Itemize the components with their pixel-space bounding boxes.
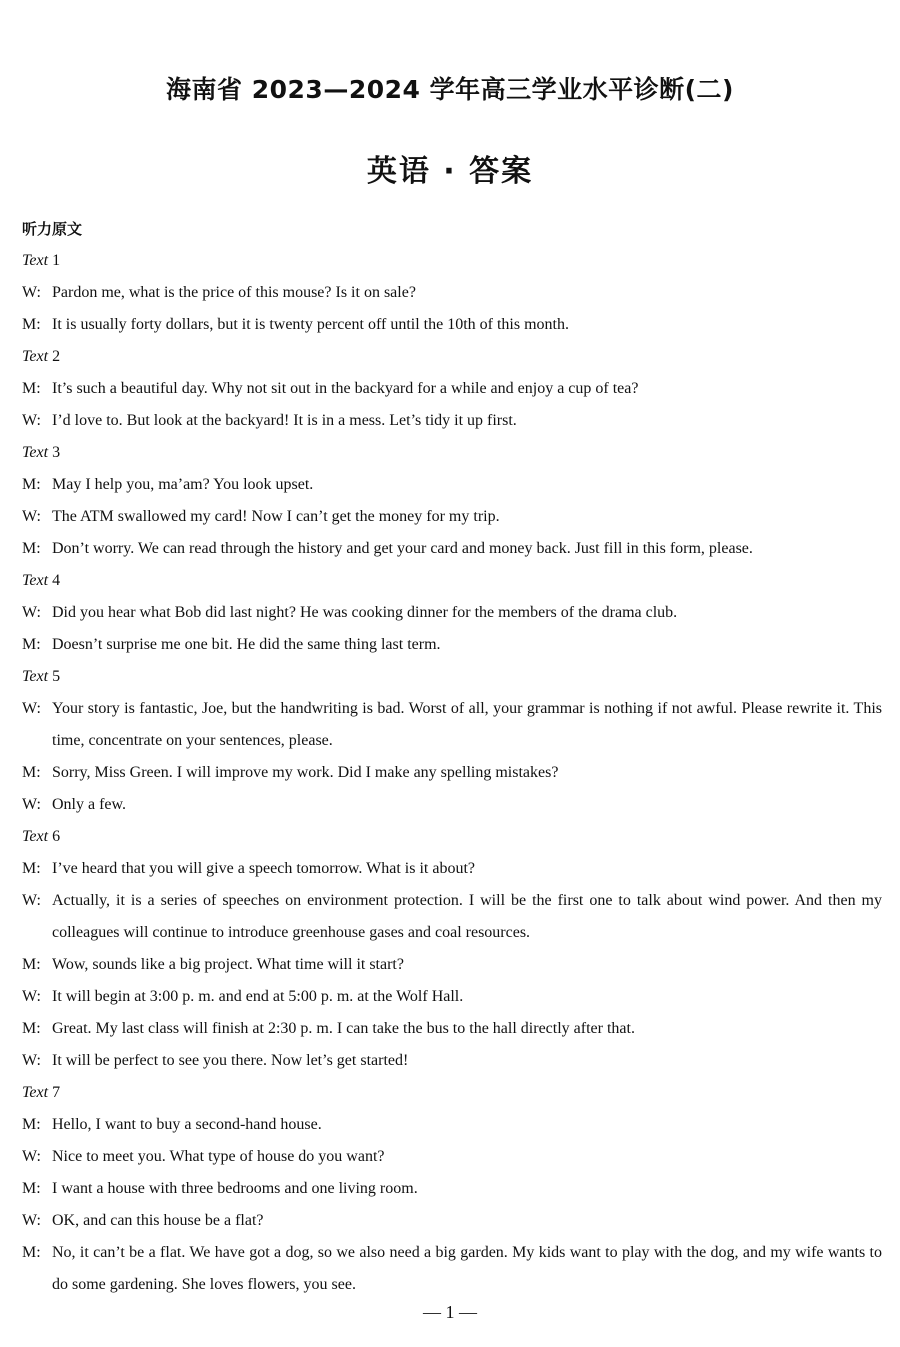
text-label: [22, 1077, 882, 1109]
utterance-text: Great. My last class will finish at 2:30 p. m. I can take the bus to the hall directly after that.: [52, 1020, 635, 1037]
text-label-number: 5: [52, 668, 61, 685]
text-label-word: Text: [22, 252, 49, 269]
text-label-number: 6: [52, 828, 61, 845]
speaker-label: M:: [22, 316, 41, 333]
dialogue-line: [22, 949, 882, 981]
speaker-label: W:: [22, 1212, 41, 1229]
document-title: 海南省 2023—2024 学年高三学业水平诊断(二): [166, 75, 734, 104]
dialogue-line: [22, 1045, 882, 1077]
dialogue-line: [22, 309, 882, 341]
speaker-label: M:: [22, 956, 41, 973]
document-subtitle: 英语 · 答案: [366, 154, 534, 189]
speaker-label: W:: [22, 1052, 41, 1069]
utterance-text: May I help you, ma’am? You look upset.: [52, 476, 314, 493]
utterance-text: Nice to meet you. What type of house do you want?: [52, 1148, 385, 1165]
section-heading: 听力原文: [22, 220, 83, 238]
text-label: [22, 821, 882, 853]
speaker-label: M:: [22, 1116, 41, 1133]
text-label-number: 1: [52, 252, 61, 269]
utterance-text: Your story is fantastic, Joe, but the handwriting is bad. Worst of all, your grammar is nothing if not awful. Please rewrite it. This time, concentrate on your sentences, please.: [52, 700, 882, 749]
utterance-text: I’ve heard that you will give a speech tomorrow. What is it about?: [52, 860, 475, 877]
utterance-text: No, it can’t be a flat. We have got a dog, so we also need a big garden. My kids want to play with the dog, and my wife wants to do some gardening. She loves flowers, you see.: [52, 1244, 882, 1293]
dialogue-line: [22, 405, 882, 437]
dialogue-line: [22, 597, 882, 629]
dialogue-line: [22, 1141, 882, 1173]
text-label-number: 4: [52, 572, 61, 589]
speaker-label: M:: [22, 380, 41, 397]
text-label: [22, 437, 882, 469]
text-label-word: Text: [22, 668, 49, 685]
text-label: [22, 661, 882, 693]
page-number: — 1 —: [423, 1302, 477, 1322]
dialogue-line: [22, 629, 882, 661]
utterance-text: Sorry, Miss Green. I will improve my work. Did I make any spelling mistakes?: [52, 764, 559, 781]
utterance-text: Wow, sounds like a big project. What time will it start?: [52, 956, 404, 973]
text-label: [22, 341, 882, 373]
utterance-text: I want a house with three bedrooms and one living room.: [52, 1180, 418, 1197]
dialogue-line: [22, 1013, 882, 1045]
dialogue-line: [22, 373, 882, 405]
speaker-label: W:: [22, 604, 41, 621]
transcript-body: [22, 213, 882, 1301]
utterance-text: Don’t worry. We can read through the history and get your card and money back. Just fill in this form, please.: [52, 540, 753, 557]
dialogue-line: [22, 789, 882, 821]
dialogue-line: [22, 981, 882, 1013]
speaker-label: M:: [22, 476, 41, 493]
speaker-label: M:: [22, 540, 41, 557]
dialogue-line: [22, 501, 882, 533]
text-label-word: Text: [22, 348, 49, 365]
text-label: [22, 565, 882, 597]
dialogue-line: [22, 1173, 882, 1205]
dialogue-line: [22, 1205, 882, 1237]
text-label-word: Text: [22, 828, 49, 845]
dialogue-line: [22, 693, 882, 757]
text-label-number: 3: [52, 444, 61, 461]
speaker-label: M:: [22, 1020, 41, 1037]
speaker-label: W:: [22, 508, 41, 525]
text-label-word: Text: [22, 572, 49, 589]
speaker-label: W:: [22, 700, 41, 717]
text-label-word: Text: [22, 1084, 49, 1101]
speaker-label: M:: [22, 1180, 41, 1197]
utterance-text: Doesn’t surprise me one bit. He did the same thing last term.: [52, 636, 441, 653]
text-label-number: 2: [52, 348, 61, 365]
utterance-text: It will begin at 3:00 p. m. and end at 5:00 p. m. at the Wolf Hall.: [52, 988, 464, 1005]
utterance-text: Only a few.: [52, 796, 127, 813]
utterance-text: It will be perfect to see you there. Now let’s get started!: [52, 1052, 409, 1069]
text-label: [22, 245, 882, 277]
speaker-label: W:: [22, 412, 41, 429]
dialogue-line: [22, 853, 882, 885]
utterance-text: OK, and can this house be a flat?: [52, 1212, 264, 1229]
dialogue-line: [22, 1237, 882, 1301]
utterance-text: It’s such a beautiful day. Why not sit out in the backyard for a while and enjoy a cup of tea?: [52, 380, 639, 397]
utterance-text: Actually, it is a series of speeches on environment protection. I will be the first one to talk about wind power. And then my colleagues will continue to introduce greenhouse gases and coal resources.: [52, 892, 882, 941]
speaker-label: M:: [22, 764, 41, 781]
speaker-label: W:: [22, 1148, 41, 1165]
speaker-label: M:: [22, 860, 41, 877]
dialogue-line: [22, 533, 882, 565]
utterance-text: Did you hear what Bob did last night? He was cooking dinner for the members of the drama club.: [52, 604, 678, 621]
dialogue-line: [22, 757, 882, 789]
utterance-text: The ATM swallowed my card! Now I can’t get the money for my trip.: [52, 508, 500, 525]
dialogue-line: [22, 469, 882, 501]
text-label-number: 7: [52, 1084, 61, 1101]
text-label-word: Text: [22, 444, 49, 461]
dialogue-line: [22, 277, 882, 309]
speaker-label: M:: [22, 636, 41, 653]
dialogue-line: [22, 1109, 882, 1141]
dialogue-line: [22, 885, 882, 949]
speaker-label: W:: [22, 892, 41, 909]
utterance-text: Pardon me, what is the price of this mouse? Is it on sale?: [52, 284, 416, 301]
speaker-label: W:: [22, 284, 41, 301]
speaker-label: M:: [22, 1244, 41, 1261]
utterance-text: Hello, I want to buy a second-hand house.: [52, 1116, 322, 1133]
utterance-text: It is usually forty dollars, but it is twenty percent off until the 10th of this month.: [52, 316, 569, 333]
speaker-label: W:: [22, 988, 41, 1005]
utterance-text: I’d love to. But look at the backyard! It is in a mess. Let’s tidy it up first.: [52, 412, 517, 429]
speaker-label: W:: [22, 796, 41, 813]
